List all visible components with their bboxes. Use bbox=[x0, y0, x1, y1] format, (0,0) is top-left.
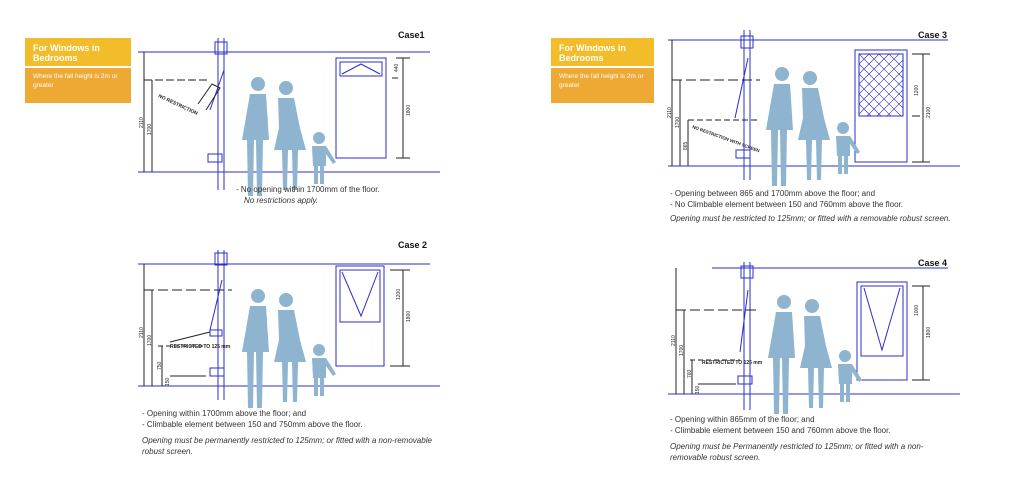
case-2-bullet-1: - Opening within 1700mm above the floor; and bbox=[142, 409, 307, 418]
case-1-dim-window-top: 440 bbox=[394, 63, 400, 72]
case-2-notes bbox=[142, 408, 472, 457]
case-3-dim-sill: 1700 bbox=[675, 116, 681, 128]
case-1-callout: NO RESTRICTION bbox=[157, 93, 199, 117]
case-4-bullet-1: - Opening within 865mm of the floor; and bbox=[670, 415, 815, 424]
case-4-dim-window-top: 1000 bbox=[914, 304, 920, 316]
case-3-dim-window-h: 2100 bbox=[926, 106, 932, 118]
case-4-callout: RESTRICTED TO 125 mm bbox=[702, 360, 763, 366]
case-4-dim-overall: 2110 bbox=[671, 335, 677, 346]
case-4-bullet-2: - Climbable element between 150 and 760mm above the floor. bbox=[670, 426, 891, 435]
case-2-note: Opening must be permanently restricted to 125mm; or fitted with a non-removable robust screen. bbox=[142, 436, 432, 456]
case-4-dim-climb-top: 760 bbox=[687, 369, 693, 378]
case-4-dim-window-h: 1800 bbox=[926, 326, 932, 338]
tag-sub-left: Where the fall height is 2m or greater bbox=[25, 68, 131, 103]
case-3-label: Case 3 bbox=[918, 30, 948, 40]
case-2-dim-window-top: 1200 bbox=[396, 288, 402, 300]
case-4-dim-sill: 1700 bbox=[679, 344, 685, 356]
case-4-family bbox=[768, 295, 862, 414]
case-2-dim-overall: 2110 bbox=[139, 327, 145, 338]
case-4-notes bbox=[670, 414, 970, 463]
case-2-dim-sill: 1700 bbox=[147, 334, 153, 346]
case-3-callout: NO RESTRICTION WITH SCREEN bbox=[691, 124, 761, 154]
case-2-callout: RESTRICTED TO 125 mm bbox=[170, 344, 231, 350]
case-3-screen bbox=[859, 54, 903, 116]
case-1-label: Case1 bbox=[398, 30, 425, 40]
case-3-dim-low: 865 bbox=[683, 141, 689, 150]
case-4-dim-climb-bottom: 150 bbox=[695, 385, 701, 394]
tag-title-right: For Windows in Bedrooms bbox=[551, 38, 654, 66]
case-4-label: Case 4 bbox=[918, 258, 948, 268]
case-3-dim-window-top: 1200 bbox=[914, 84, 920, 96]
tag-sub-right: Where the fall height is 2m or greater bbox=[551, 68, 654, 103]
case-4-note: Opening must be Permanently restricted to 125mm; or fitted with a non-removable robust screen. bbox=[670, 442, 924, 462]
case-1-note: No restrictions apply. bbox=[244, 196, 319, 205]
case-1-family bbox=[242, 77, 336, 196]
case-2-dim-window-h: 1800 bbox=[406, 310, 412, 322]
case-1-dim-sill: 1700 bbox=[147, 123, 153, 135]
case-3-notes bbox=[670, 188, 970, 224]
case-1-dim-window-h: 1800 bbox=[406, 104, 412, 116]
case-1-notes bbox=[236, 184, 536, 206]
case-1-dim-overall: 2110 bbox=[139, 117, 145, 128]
case-2-label: Case 2 bbox=[398, 240, 428, 250]
tag-title-left: For Windows in Bedrooms bbox=[25, 38, 131, 66]
case-3-family bbox=[766, 67, 860, 186]
case-1-bullet-1: - No opening within 1700mm of the floor. bbox=[236, 185, 380, 194]
case-3-dim-overall: 2110 bbox=[667, 107, 673, 118]
case-3-bullet-1: - Opening between 865 and 1700mm above the floor; and bbox=[670, 189, 876, 198]
case-3-bullet-2: - No Climbable element between 150 and 760mm above the floor. bbox=[670, 200, 904, 209]
case-2-dim-climb-bottom: 150 bbox=[165, 377, 171, 386]
case-2-bullet-2: - Climbable element between 150 and 750mm above the floor. bbox=[142, 420, 363, 429]
case-3-note: Opening must be restricted to 125mm; or fitted with a removable robust screen. bbox=[670, 214, 951, 223]
case-2-family bbox=[242, 289, 336, 408]
case-2-dim-climb-top: 750 bbox=[157, 361, 163, 370]
